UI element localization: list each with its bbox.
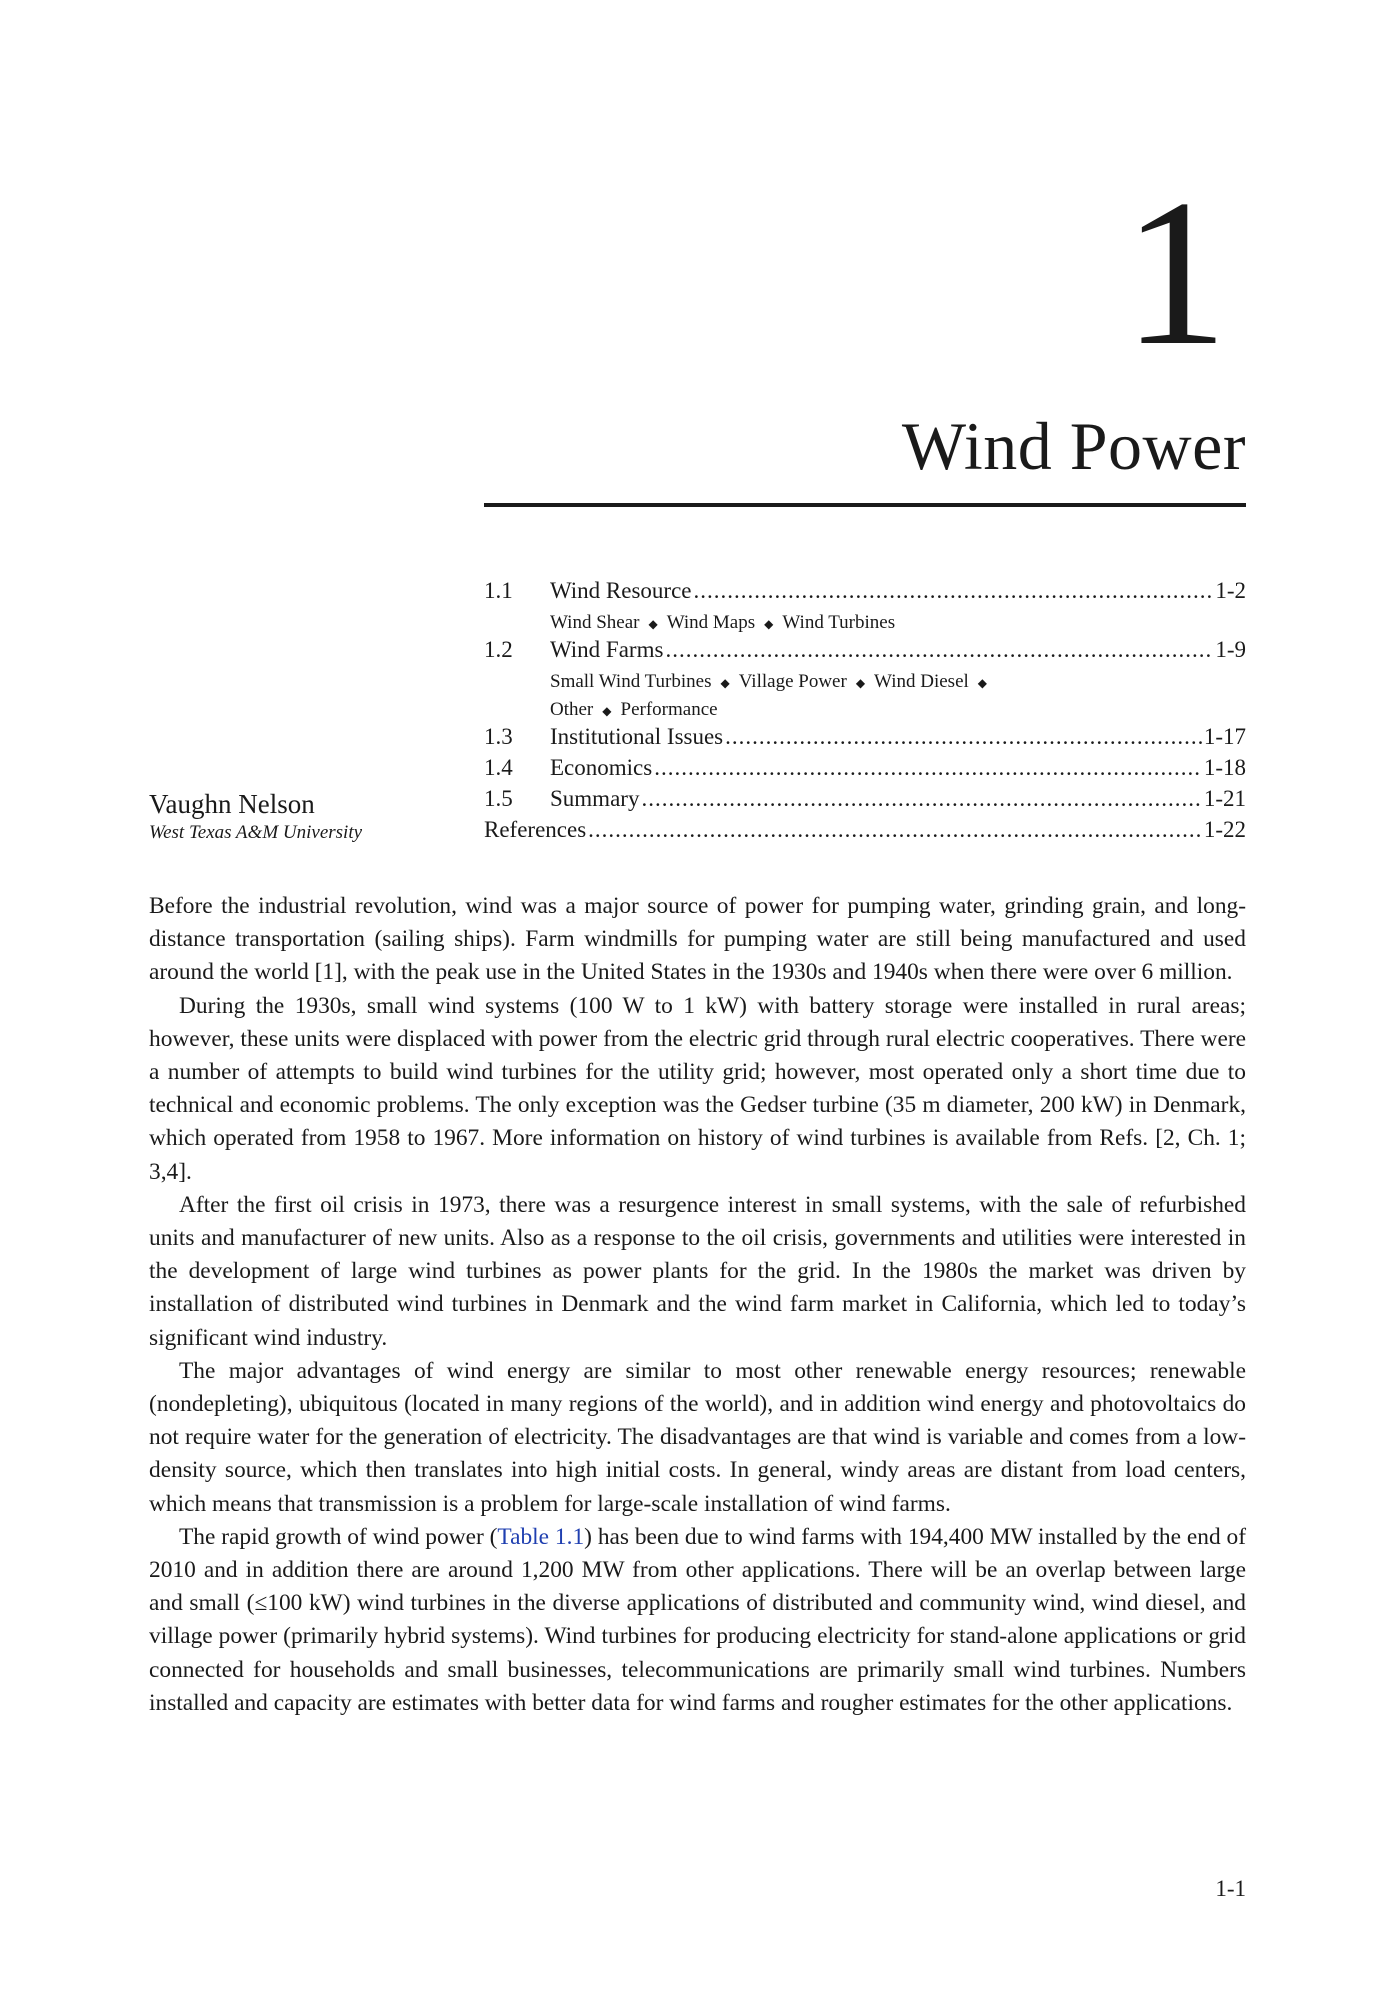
toc-entry-1-4[interactable] (484, 755, 1246, 786)
toc-page: 1-21 (1203, 786, 1246, 811)
toc-entry-1-5[interactable] (484, 786, 1246, 817)
page-number: 1-1 (1215, 1876, 1246, 1901)
toc-page: 1-2 (1215, 578, 1246, 603)
toc-subtopics-1-2-cont (550, 696, 1246, 724)
toc-subtopics-1-1 (550, 609, 1246, 637)
author-block (149, 788, 362, 844)
toc-leader-dots (588, 817, 1202, 843)
paragraph: The major advantages of wind energy are similar to most other renewable energy resources; renewable (nondepleting), ubiquitous (located in many regions of the world), and in addition wind energy and photovoltaics do not require water for the generation of electricity. The disadvantages are that wind is variable and comes from a low-density source, which then translates into high initial costs. In general, windy areas are distant from load centers, which means that transmission is a problem for large-scale installation of wind farms. (149, 1357, 1246, 1517)
title-divider (484, 503, 1246, 507)
toc-page: 1-18 (1203, 755, 1246, 780)
table-reference-link[interactable]: Table 1.1 (497, 1523, 585, 1550)
toc-subtopic: Small Wind Turbines (550, 671, 712, 692)
toc-number: 1.5 (484, 786, 513, 811)
paragraph: Before the industrial revolution, wind was a major source of power for pumping water, grinding grain, and long-distance transportation (sailing ships). Farm windmills for pumping water are still being manufactured and used around the world [1], with the peak use in the United States in the 1930s and 1940s when there were over 6 million. (149, 893, 1246, 986)
toc-leader-dots (665, 637, 1213, 663)
bullet-separator-icon: ◆ (720, 675, 730, 690)
paragraph-text: ) has been due to wind farms with 194,400 MW installed by the end of 2010 and in addition there are around 1,200 MW from other applications. There will be an overlap between large and small (≤100 kW) wind turbines in the diverse applications of distributed and community wind, wind diesel, and village power (primarily hybrid systems). Wind turbines for producing electricity for stand-alone applications or grid connected for households and small businesses, telecommunications are primarily small wind turbines. Numbers installed and capacity are estimates with better data for wind farms and rougher estimates for the other applications. (149, 1523, 1246, 1716)
toc-subtopic: Wind Shear (550, 612, 640, 633)
toc-subtopic: Wind Maps (666, 612, 756, 633)
toc-page: 1-9 (1215, 637, 1246, 662)
chapter-number: 1 (1123, 157, 1228, 389)
chapter-title: Wind Power (901, 408, 1246, 484)
paragraph (149, 1521, 1246, 1720)
toc-entry-1-2[interactable] (484, 637, 1246, 668)
bullet-separator-icon: ◆ (648, 616, 658, 631)
toc-title: Institutional Issues (550, 724, 724, 749)
toc-leader-dots (694, 578, 1214, 604)
toc-number: 1.1 (484, 578, 513, 603)
toc-number: 1.4 (484, 755, 513, 780)
bullet-separator-icon: ◆ (855, 675, 866, 690)
paragraph: After the first oil crisis in 1973, there was a resurgence interest in small systems, with the sale of refurbished units and manufacturer of new units. Also as a response to the oil crisis, governments and utilities were interested in the development of large wind turbines as power plants for the grid. In the 1980s the market was driven by installation of distributed wind turbines in Denmark and the wind farm market in California, which led to today’s significant wind industry. (149, 1191, 1246, 1351)
toc-leader-dots (725, 724, 1202, 750)
toc-page: 1-17 (1203, 724, 1246, 749)
toc-subtopic: Wind Diesel (874, 671, 969, 692)
toc-page: 1-22 (1203, 817, 1246, 842)
toc-title: Economics (550, 755, 653, 780)
toc-title: Wind Resource (550, 578, 692, 603)
toc-leader-dots (654, 755, 1202, 781)
body-text (149, 890, 1246, 1720)
bullet-separator-icon: ◆ (977, 675, 988, 690)
paragraph-text: The rapid growth of wind power ( (179, 1523, 498, 1550)
toc-title: Wind Farms (550, 637, 664, 662)
toc-subtopics-1-2 (550, 668, 1246, 696)
toc-number: 1.2 (484, 637, 513, 662)
toc-number: 1.3 (484, 724, 513, 749)
toc-title: References (484, 817, 587, 842)
toc-subtopic: Other (550, 699, 594, 720)
toc-entry-1-3[interactable] (484, 724, 1246, 755)
author-affiliation: West Texas A&M University (149, 822, 363, 844)
toc-entry-references[interactable] (484, 817, 1246, 848)
author-name: Vaughn Nelson (149, 789, 315, 819)
toc-subtopic: Wind Turbines (782, 612, 896, 633)
toc-leader-dots (641, 786, 1201, 812)
toc-subtopic: Performance (620, 699, 718, 720)
toc-subtopic: Village Power (738, 671, 847, 692)
bullet-separator-icon: ◆ (602, 703, 612, 718)
table-of-contents (484, 578, 1246, 848)
paragraph: During the 1930s, small wind systems (100 W to 1 kW) with battery storage were installed in rural areas; however, these units were displaced with power from the electric grid through rural electric cooperatives. There were a number of attempts to build wind turbines for the utility grid; however, most operated only a short time due to technical and economic problems. The only exception was the Gedser turbine (35 m diameter, 200 kW) in Denmark, which operated from 1958 to 1967. More information on history of wind turbines is available from Refs. [2, Ch. 1; 3,4]. (149, 992, 1246, 1185)
toc-entry-1-1[interactable] (484, 578, 1246, 609)
bullet-separator-icon: ◆ (764, 616, 774, 631)
toc-title: Summary (550, 786, 640, 811)
